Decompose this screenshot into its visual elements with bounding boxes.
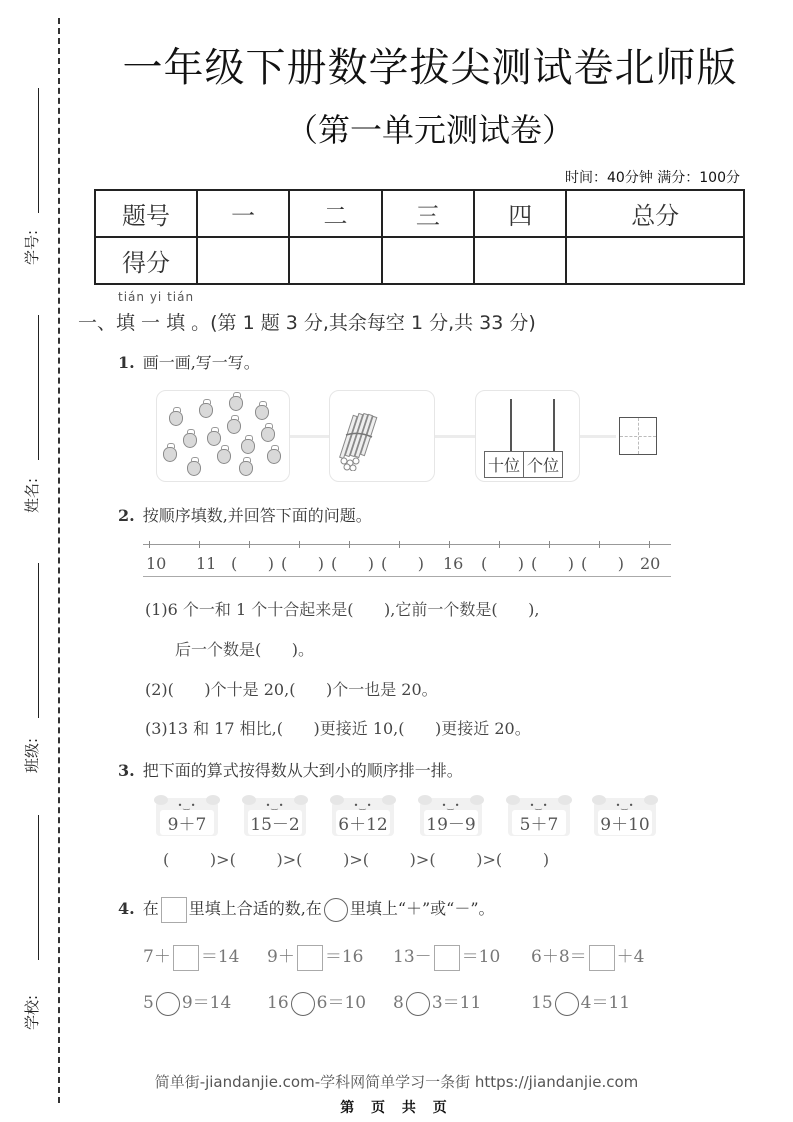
frog-ear	[206, 795, 220, 805]
frog-face-icon: •‿•	[441, 801, 461, 810]
strawberry-icon	[169, 411, 183, 426]
section-title: 一、填 一 填 。(第 1 题 3 分,其余每空 1 分,共 33 分)	[78, 312, 536, 334]
frog-ear	[418, 795, 432, 805]
score-header-cell: 总分	[566, 190, 744, 237]
frog-face-icon: •‿•	[615, 801, 635, 810]
student-id-blank[interactable]	[38, 88, 39, 213]
question-text: 里填上合适的数,在	[188, 899, 322, 918]
number-blank[interactable]: ( )	[481, 554, 524, 573]
equation	[393, 988, 481, 1016]
number-line-axis	[143, 544, 671, 545]
number-blank[interactable]: ( )	[281, 554, 324, 573]
frog-face-icon: •‿•	[177, 801, 197, 810]
binding-dashed-line	[58, 18, 60, 1103]
tick	[149, 541, 150, 548]
strawberry-icon	[227, 419, 241, 434]
sub-question-3[interactable]: (3)13 和 17 相比,( )更接近 10,( )更接近 20。	[145, 719, 531, 738]
tick	[399, 541, 400, 548]
score-input-cell[interactable]	[474, 237, 566, 284]
expression-text: 6＋12	[336, 810, 390, 835]
tick	[199, 541, 200, 548]
expression-card	[332, 798, 394, 836]
arrow-connector	[435, 435, 475, 438]
frog-ear	[470, 795, 484, 805]
number-blank[interactable]: ( )	[231, 554, 274, 573]
question-text: 在	[142, 899, 159, 918]
place-value-labels	[484, 451, 563, 478]
number-blank[interactable]: ( )	[381, 554, 424, 573]
equation-left: 5	[143, 993, 154, 1013]
equation-right: 3＝11	[431, 993, 482, 1013]
question-text: 画一画,写一写。	[142, 353, 260, 372]
equation	[531, 988, 630, 1016]
place-value-chart	[475, 390, 580, 482]
score-header-cell: 三	[382, 190, 474, 237]
student-id-field[interactable]	[20, 80, 48, 280]
square-box-icon	[161, 897, 187, 923]
strawberry-icon	[261, 427, 275, 442]
number-cell: 10	[146, 554, 167, 573]
equation-right: ＋4	[616, 947, 645, 967]
question-1	[118, 350, 260, 373]
equation	[267, 942, 363, 971]
equation-left: 15	[531, 993, 553, 1013]
equation-right: 6＝10	[316, 993, 367, 1013]
name-field[interactable]	[20, 310, 48, 520]
arrow-connector	[580, 435, 616, 438]
score-input-cell[interactable]	[566, 237, 744, 284]
number-blank[interactable]: ( )	[331, 554, 374, 573]
question-text: 把下面的算式按得数从大到小的顺序排一排。	[142, 761, 463, 780]
score-header-cell: 题号	[95, 190, 197, 237]
sticks-bundle-picture	[329, 390, 435, 482]
equation-right: 4＝11	[580, 993, 631, 1013]
expression-card	[244, 798, 306, 836]
tick	[249, 541, 250, 548]
expression-text: 5＋7	[512, 810, 566, 835]
frog-face-icon: •‿•	[353, 801, 373, 810]
question-number: 2.	[118, 506, 135, 525]
frog-ear	[154, 795, 168, 805]
expression-text: 19－9	[424, 810, 478, 835]
sub-question-2[interactable]: (2)( )个十是 20,( )个一也是 20。	[145, 680, 438, 699]
expression-card	[156, 798, 218, 836]
strawberry-icon	[255, 405, 269, 420]
frog-face-icon: •‿•	[265, 801, 285, 810]
equation-left: 13－	[393, 947, 432, 967]
tens-rod	[510, 399, 512, 452]
footer-site-link[interactable]: 简单街-jiandanjie.com-学科网简单学习一条街 https://jiandanjie.com	[154, 1073, 639, 1091]
equation	[143, 942, 239, 971]
question-number: 3.	[118, 761, 135, 780]
answer-box[interactable]	[173, 945, 199, 971]
question-number: 4.	[118, 899, 135, 918]
question-4	[118, 896, 495, 923]
circle-icon	[324, 898, 348, 922]
operator-circle[interactable]	[291, 992, 315, 1016]
equation	[531, 942, 644, 971]
score-header-cell: 一	[197, 190, 289, 237]
tick	[549, 541, 550, 548]
tens-place-label: 十位	[485, 452, 524, 478]
class-blank[interactable]	[38, 563, 39, 718]
strawberry-icon	[239, 461, 253, 476]
class-field[interactable]	[20, 560, 48, 780]
operator-circle[interactable]	[406, 992, 430, 1016]
number-blank[interactable]: ( )	[531, 554, 574, 573]
equation	[143, 988, 231, 1016]
expression-card	[594, 798, 656, 836]
page-subtitle: （第一单元测试卷）	[285, 111, 574, 149]
tick	[649, 541, 650, 548]
strawberry-icon	[229, 396, 243, 411]
answer-box[interactable]	[297, 945, 323, 971]
equation-left: 8	[393, 993, 404, 1013]
frog-ear	[294, 795, 308, 805]
equation-right: ＝10	[461, 947, 501, 967]
score-table-score-row	[95, 237, 744, 284]
operator-circle[interactable]	[156, 992, 180, 1016]
score-header-cell: 二	[289, 190, 381, 237]
strawberries-picture	[156, 390, 290, 482]
exam-meta: 时间：40分钟 满分：100分	[565, 170, 740, 186]
equation-left: 7＋	[143, 947, 171, 967]
frog-ear	[506, 795, 520, 805]
equation-right: 9＝14	[181, 993, 232, 1013]
school-label: 学校:	[23, 994, 41, 1030]
tick	[599, 541, 600, 548]
expression-text: 15－2	[248, 810, 302, 835]
score-table-header-row	[95, 190, 744, 237]
question-text: 里填上“＋”或“－”。	[349, 899, 495, 918]
ones-place-label: 个位	[524, 452, 563, 478]
question-text: 按顺序填数,并回答下面的问题。	[142, 506, 372, 525]
answer-box[interactable]	[589, 945, 615, 971]
number-cell: 11	[196, 554, 217, 573]
school-blank[interactable]	[38, 815, 39, 960]
frog-ear	[242, 795, 256, 805]
score-input-cell[interactable]	[289, 237, 381, 284]
page-title: 一年级下册数学拔尖测试卷北师版	[122, 45, 738, 91]
score-header-cell: 四	[474, 190, 566, 237]
frog-ear	[644, 795, 658, 805]
strawberry-icon	[207, 431, 221, 446]
operator-circle[interactable]	[555, 992, 579, 1016]
counting-sticks-bundle-icon	[338, 411, 378, 471]
frog-ear	[330, 795, 344, 805]
sub-question-1-cont[interactable]: 后一个数是( )。	[175, 640, 315, 659]
strawberry-icon	[199, 403, 213, 418]
name-label: 姓名:	[23, 477, 41, 513]
answer-grid-box[interactable]	[619, 417, 657, 455]
expression-card	[420, 798, 482, 836]
equation-left: 6＋8＝	[531, 947, 587, 967]
equation	[267, 988, 366, 1016]
strawberry-icon	[187, 461, 201, 476]
equation-right: ＝16	[324, 947, 364, 967]
page-number: 第 页 共 页	[340, 1100, 453, 1116]
number-line-underline	[143, 576, 671, 577]
expression-text: 9＋7	[160, 810, 214, 835]
tick	[299, 541, 300, 548]
arrow-connector	[290, 435, 330, 438]
expression-card	[508, 798, 570, 836]
strawberry-icon	[267, 449, 281, 464]
number-line	[143, 540, 671, 580]
score-table	[94, 189, 745, 285]
number-blank[interactable]: ( )	[581, 554, 624, 573]
strawberry-icon	[183, 433, 197, 448]
student-id-label: 学号:	[23, 229, 41, 265]
question-number: 1.	[118, 353, 135, 372]
sub-question-1[interactable]: (1)6 个一和 1 个十合起来是( ),它前一个数是( ),	[145, 600, 540, 619]
tick	[499, 541, 500, 548]
score-input-cell[interactable]	[197, 237, 289, 284]
score-input-cell[interactable]	[382, 237, 474, 284]
frog-ear	[382, 795, 396, 805]
question-3	[118, 758, 463, 781]
tick	[449, 541, 450, 548]
ones-rod	[553, 399, 555, 452]
score-row-label: 得分	[95, 237, 197, 284]
section-pinyin: tián yi tián	[118, 290, 195, 304]
strawberry-icon	[241, 439, 255, 454]
frog-face-icon: •‿•	[529, 801, 549, 810]
question-2	[118, 503, 372, 526]
equation-left: 16	[267, 993, 289, 1013]
class-label: 班级:	[23, 737, 41, 773]
equation	[393, 942, 500, 971]
equation-left: 9＋	[267, 947, 295, 967]
number-cell: 16	[443, 554, 464, 573]
number-cell: 20	[640, 554, 661, 573]
equation-right: ＝14	[200, 947, 240, 967]
tick	[349, 541, 350, 548]
school-field[interactable]	[20, 810, 48, 1030]
answer-box[interactable]	[434, 945, 460, 971]
strawberry-icon	[163, 447, 177, 462]
expression-text: 9＋10	[598, 810, 652, 835]
frog-ear	[592, 795, 606, 805]
name-blank[interactable]	[38, 315, 39, 460]
frog-ear	[558, 795, 572, 805]
strawberry-icon	[217, 449, 231, 464]
ordering-answer-line[interactable]: ( )>( )>( )>( )>( )>( )	[163, 850, 550, 869]
